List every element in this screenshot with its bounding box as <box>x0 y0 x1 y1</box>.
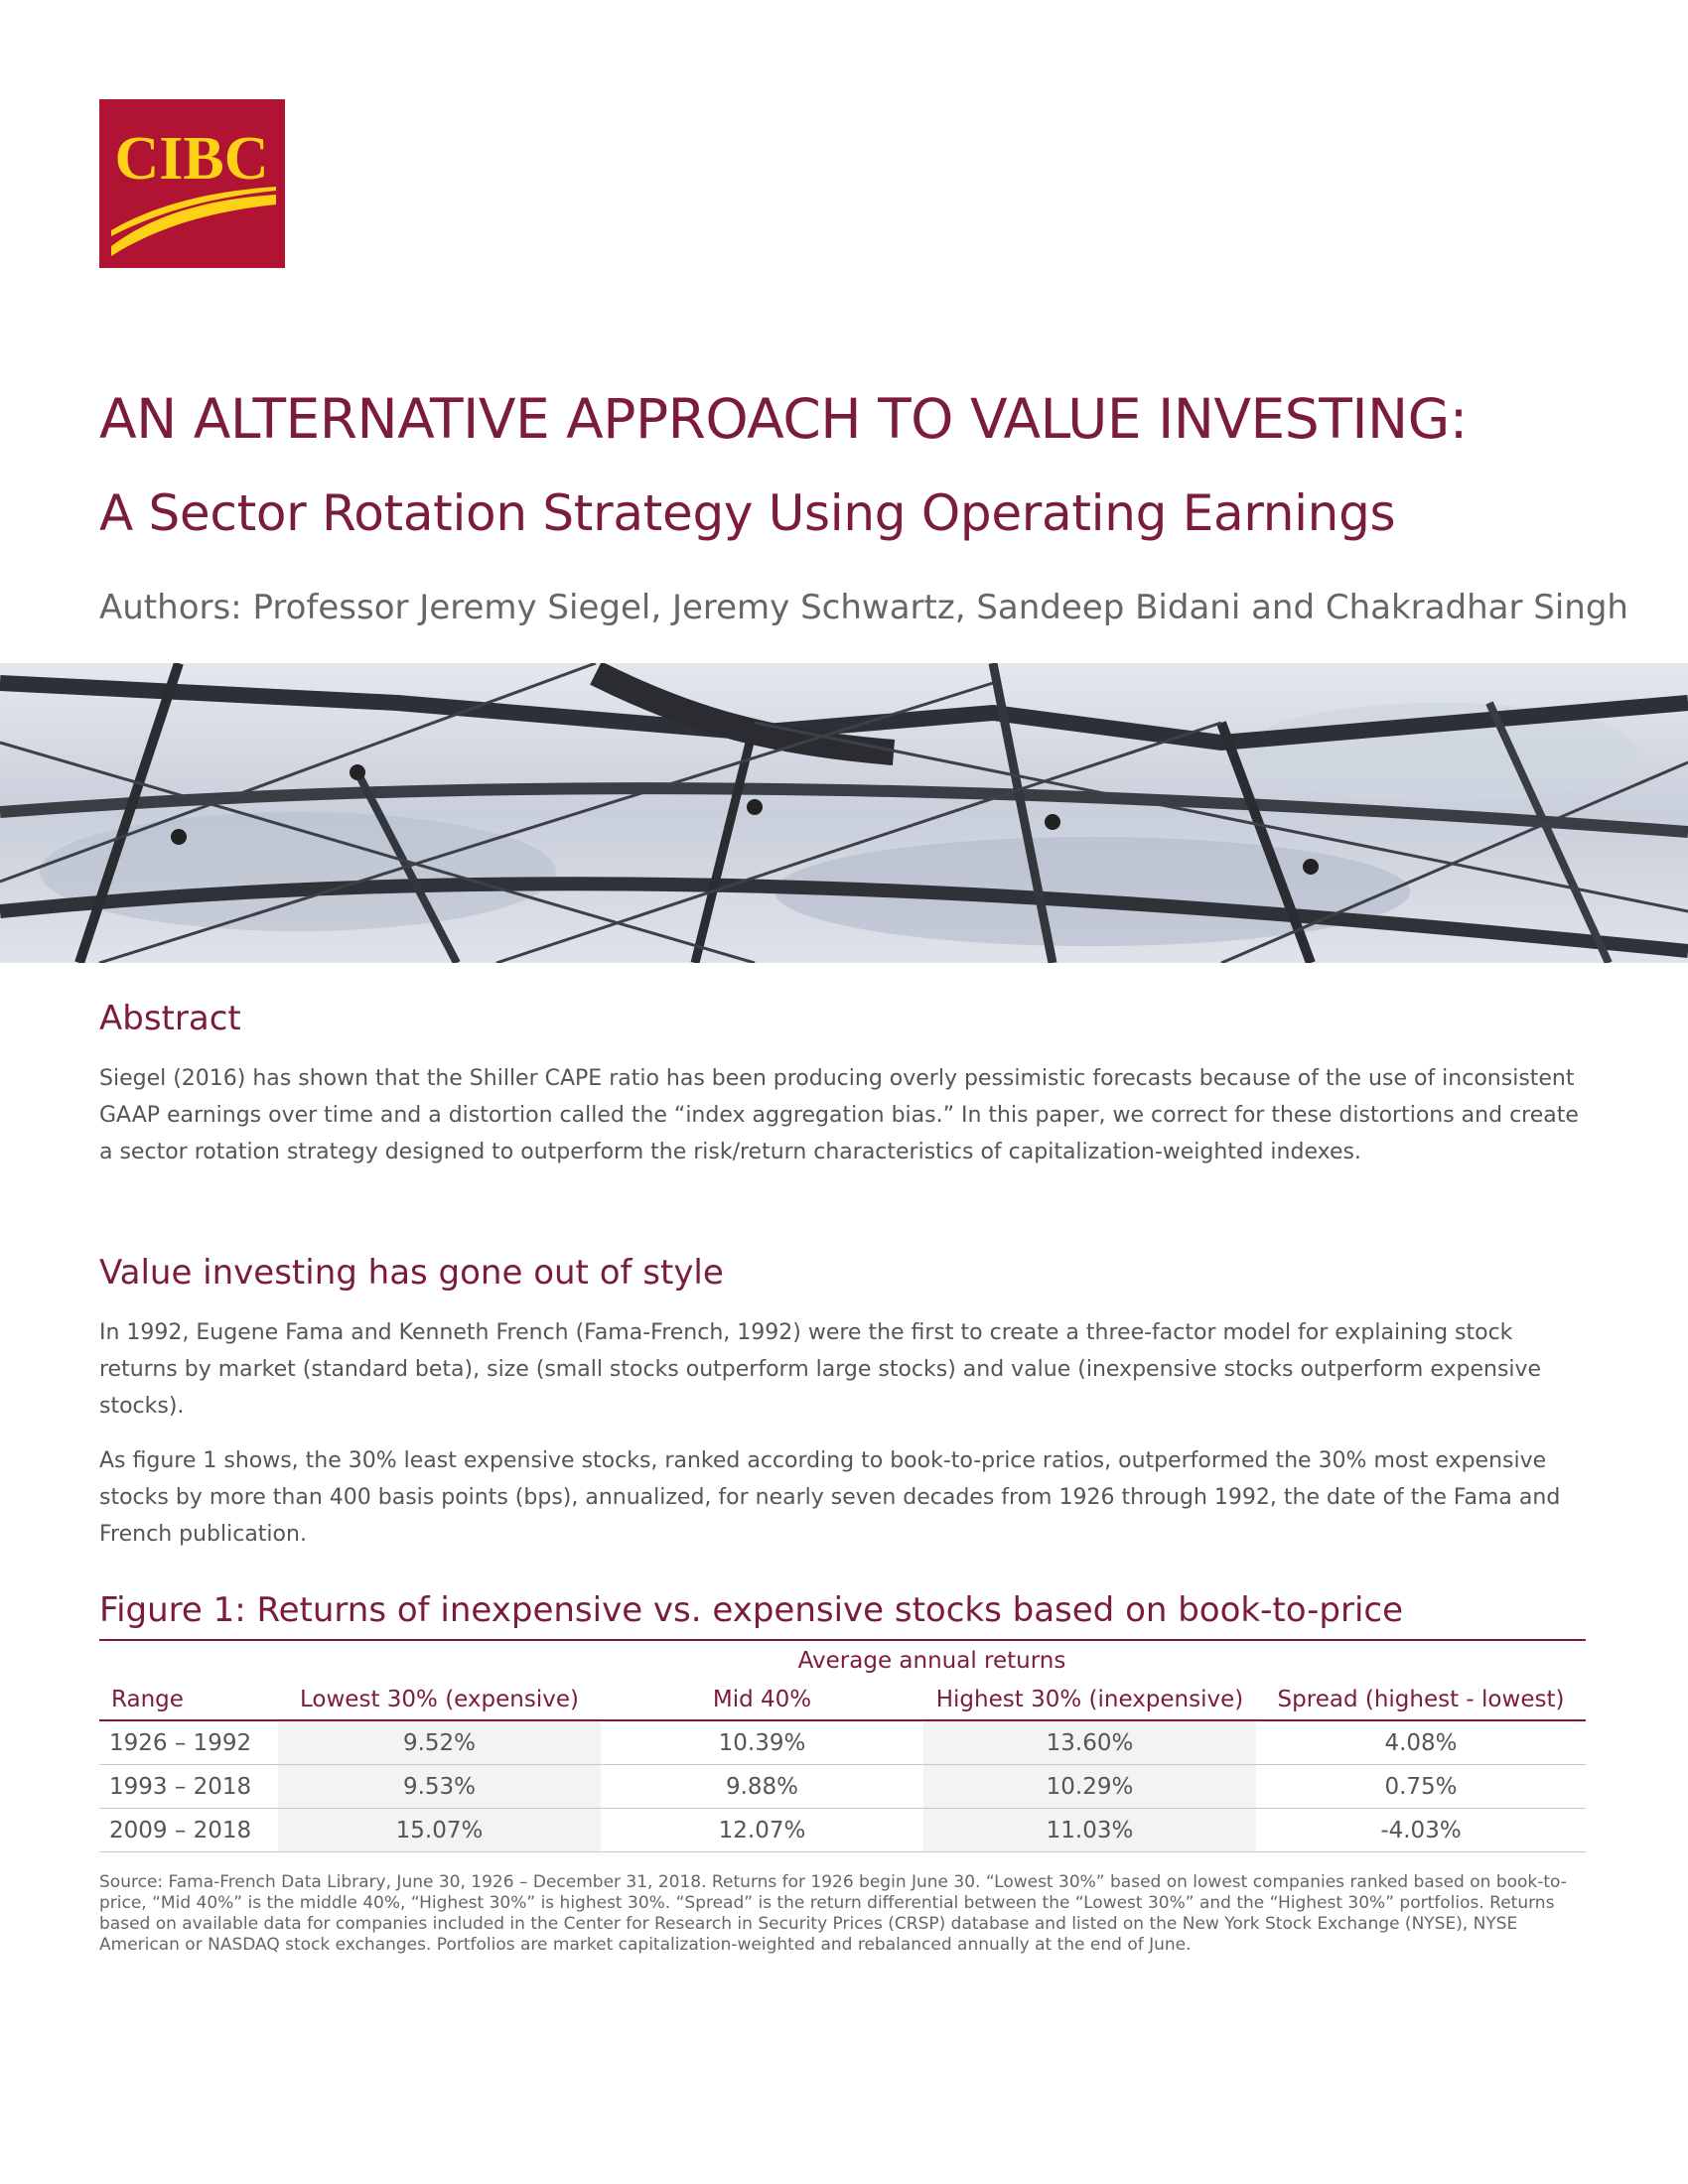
column-header-mid: Mid 40% <box>601 1680 923 1720</box>
table-super-header: Average annual returns <box>797 1648 1066 1674</box>
cell-range: 2009 – 2018 <box>99 1809 278 1852</box>
abstract-section <box>99 999 1589 1170</box>
cell-spread: 0.75% <box>1256 1765 1586 1809</box>
svg-text:CIBC: CIBC <box>114 125 269 193</box>
abstract-heading: Abstract <box>99 999 241 1038</box>
cell-highest: 13.60% <box>923 1720 1256 1765</box>
document-subtitle: A Sector Rotation Strategy Using Operating Earnings <box>99 484 1396 542</box>
abstract-text: Siegel (2016) has shown that the Shiller CAPE ratio has been producing overly pessimistic forecasts because of the use of inconsistent GAAP earnings over time and a distortion called the “index aggregation bias.” In this paper, we correct for these distortions and create a sector rotation strategy designed to outperform the risk/return characteristics of capitalization-weighted indexes. <box>99 1066 1579 1164</box>
cibc-logo <box>99 99 285 268</box>
table-super-header-row <box>99 1642 1586 1680</box>
banner-illustration <box>0 663 1688 963</box>
figure-1-table <box>99 1642 1586 1852</box>
cell-lowest: 15.07% <box>278 1809 601 1852</box>
table-row <box>99 1765 1586 1809</box>
cell-range: 1993 – 2018 <box>99 1765 278 1809</box>
cell-range: 1926 – 1992 <box>99 1720 278 1765</box>
cell-mid: 12.07% <box>601 1809 923 1852</box>
authors-line: Authors: Professor Jeremy Siegel, Jeremy Schwartz, Sandeep Bidani and Chakradhar Singh <box>99 588 1628 627</box>
column-header-spread: Spread (highest - lowest) <box>1256 1680 1586 1720</box>
column-header-lowest: Lowest 30% (expensive) <box>278 1680 601 1720</box>
value-investing-heading: Value investing has gone out of style <box>99 1253 724 1293</box>
cibc-logo-mark <box>99 99 285 268</box>
glass-roof-banner-image <box>0 663 1688 963</box>
table-row <box>99 1720 1586 1765</box>
cell-mid: 9.88% <box>601 1765 923 1809</box>
cell-lowest: 9.53% <box>278 1765 601 1809</box>
value-investing-section <box>99 1253 1589 1553</box>
figure-1-source-note: Source: Fama-French Data Library, June 30, 1926 – December 31, 2018. Returns for 1926 begin June 30. “Lowest 30%” based on lowest companies ranked based on book-to-price, “Mid 40%” is the middle 40%, “Highest 30%” is highest 30%. “Spread” is the return differential between the “Lowest 30%” and the “Highest 30%” portfolios. Returns based on available data for companies included in the Center for Research in Security Prices (CRSP) database and listed on the New York Stock Exchange (NYSE), NYSE American or NASDAQ stock exchanges. Portfolios are market capitalization-weighted and rebalanced annually at the end of June. <box>99 1872 1567 1955</box>
figure-1-title: Figure 1: Returns of inexpensive vs. expensive stocks based on book-to-price <box>99 1590 1404 1630</box>
document-title: AN ALTERNATIVE APPROACH TO VALUE INVESTING: <box>99 387 1468 451</box>
cell-spread: -4.03% <box>1256 1809 1586 1852</box>
table-row <box>99 1809 1586 1852</box>
value-investing-paragraph-1: In 1992, Eugene Fama and Kenneth French (Fama-French, 1992) were the first to create a three-factor model for explaining stock returns by market (standard beta), size (small stocks outperform large stocks) and value (inexpensive stocks outperform expensive stocks). <box>99 1320 1542 1419</box>
figure-1-rule <box>99 1639 1586 1641</box>
cell-spread: 4.08% <box>1256 1720 1586 1765</box>
cell-mid: 10.39% <box>601 1720 923 1765</box>
table-header-row <box>99 1680 1586 1720</box>
cell-highest: 11.03% <box>923 1809 1256 1852</box>
column-header-range: Range <box>99 1680 278 1720</box>
cell-lowest: 9.52% <box>278 1720 601 1765</box>
cell-highest: 10.29% <box>923 1765 1256 1809</box>
column-header-highest: Highest 30% (inexpensive) <box>923 1680 1256 1720</box>
value-investing-paragraph-2: As figure 1 shows, the 30% least expensive stocks, ranked according to book-to-price ratios, outperformed the 30% most expensive stocks by more than 400 basis points (bps), annualized, for nearly seven decades from 1926 through 1992, the date of the Fama and French publication. <box>99 1448 1561 1547</box>
